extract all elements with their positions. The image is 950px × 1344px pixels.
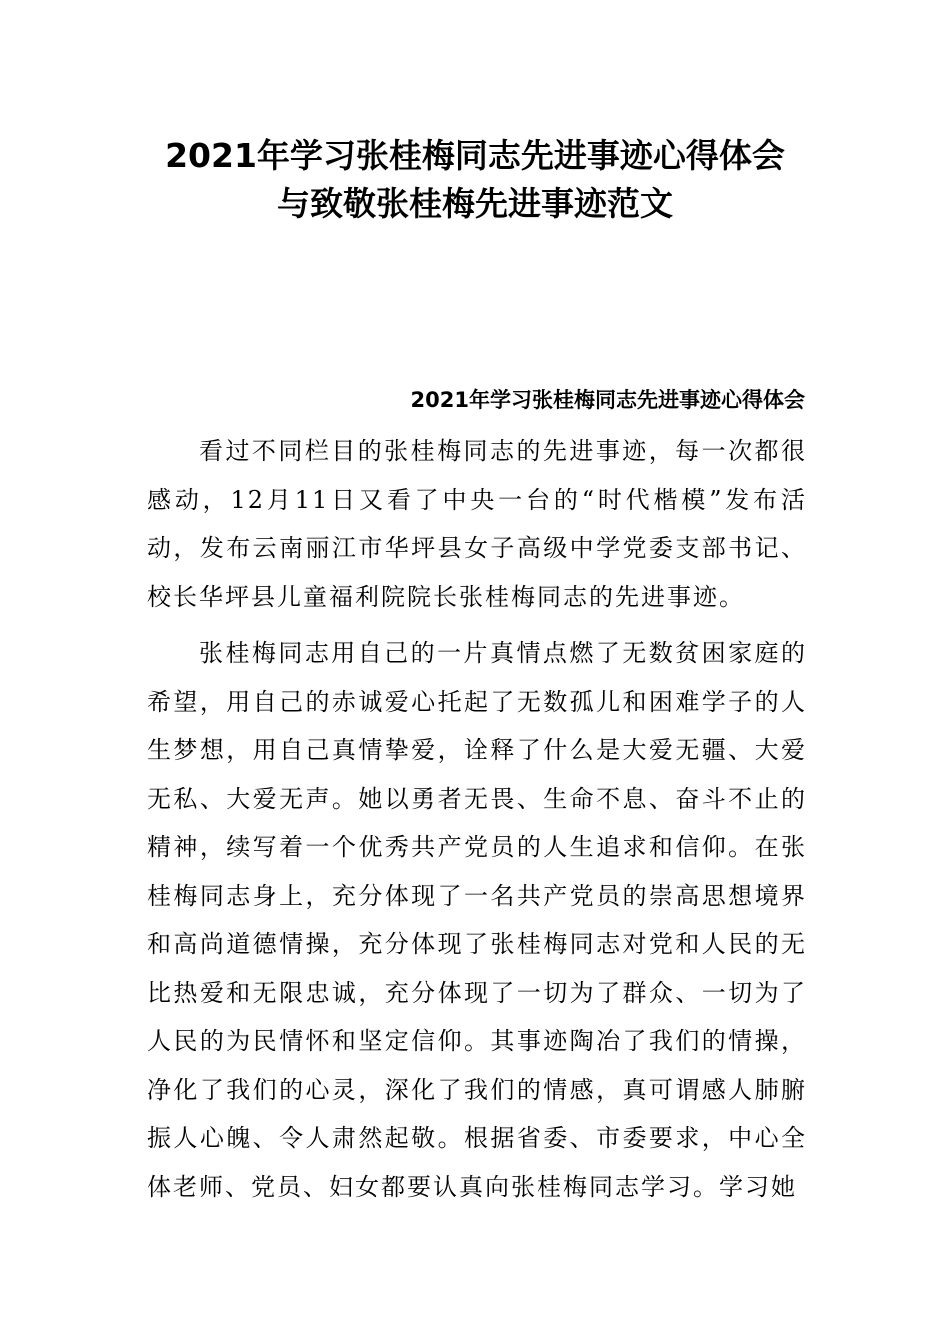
body-paragraph-1: 看过不同栏目的张桂梅同志的先进事迹，每一次都很感动，12月11日又看了中央一台的“时代楷模”发布活动，发布云南丽江市华坪县女子高级中学党委支部书记、校长华坪县儿童福利院院长张桂梅同志的先进事迹。	[147, 437, 807, 611]
document-title-line-2: 与致敬张桂梅先进事迹范文	[277, 184, 673, 223]
section-heading: 2021年学习张桂梅同志先进事迹心得体会	[410, 388, 805, 412]
body-paragraph-2: 张桂梅同志用自己的一片真情点燃了无数贫困家庭的希望，用自己的赤诚爱心托起了无数孤儿和困难学子的人生梦想，用自己真情挚爱，诠释了什么是大爱无疆、大爱无私、大爱无声。她以勇者无畏、生命不息、奋斗不止的精神，续写着一个优秀共产党员的人生追求和信仰。在张桂梅同志身上，充分体现了一名共产党员的崇高思想境界和高尚道德情操，充分体现了张桂梅同志对党和人民的无比热爱和无限忠诚，充分体现了一切为了群众、一切为了人民的为民情怀和坚定信仰。其事迹陶冶了我们的情操，净化了我们的心灵，深化了我们的情感，真可谓感人肺腑振人心魄、令人肃然起敬。根据省委、市委要求，中心全体老师、党员、妇女都要认真向张桂梅同志学习。学习她	[147, 639, 807, 1201]
document-title-line-1: 2021年学习张桂梅同志先进事迹心得体会	[165, 136, 785, 175]
